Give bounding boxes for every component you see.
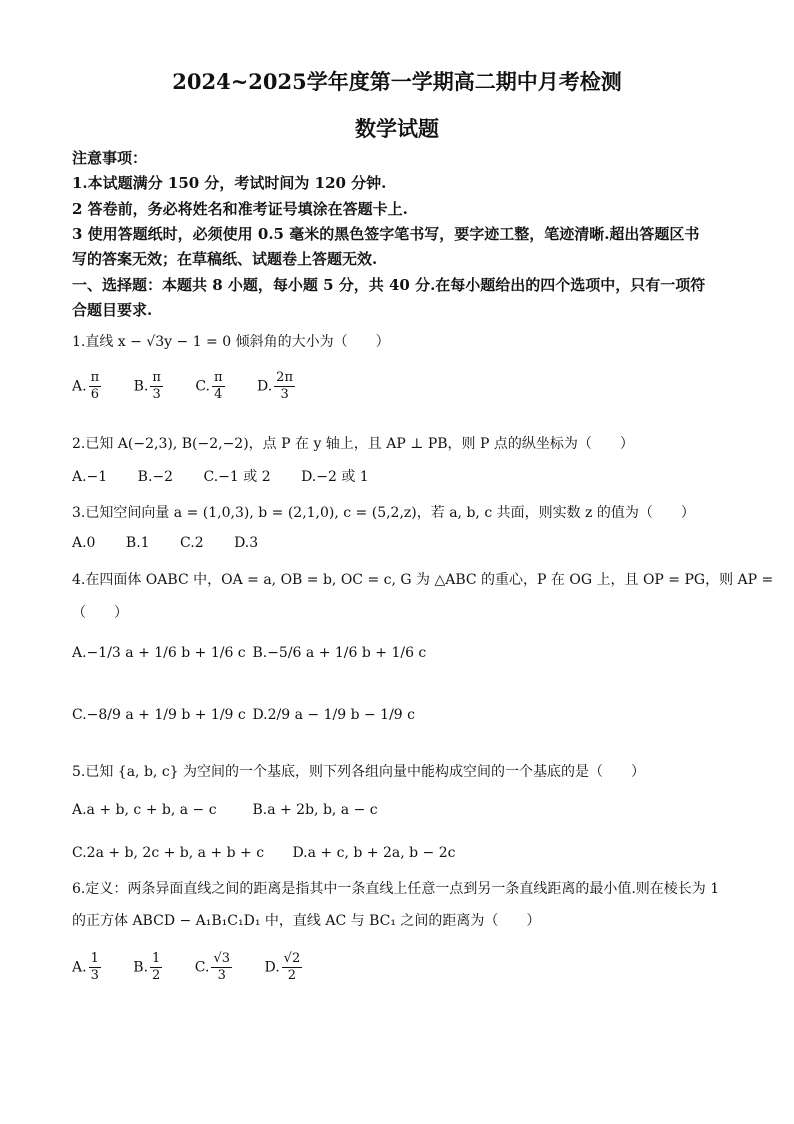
q6-option-d: D. $\frac{√2}{2}$ bbox=[264, 951, 301, 983]
question-5-options-ab bbox=[72, 802, 404, 818]
q4-option-c: C.−8/9 a + 1/9 b + 1/9 c bbox=[72, 707, 246, 723]
note-2: 2 答卷前，务必将姓名和准考证号填涂在答题卡上. bbox=[72, 200, 408, 218]
question-1-options bbox=[72, 370, 323, 403]
question-4-paren: （ ） bbox=[72, 605, 128, 621]
q2-option-a: A.−1 bbox=[72, 469, 108, 485]
question-5-stem: 5.已知 {a, b, c} 为空间的一个基底，则下列各组向量中能构成空间的一个基底的是（ ） bbox=[72, 764, 646, 780]
question-4-options-cd bbox=[72, 707, 441, 723]
q2-option-d: D.−2 或 1 bbox=[301, 469, 369, 485]
q6-option-a: A. $\frac{1}{3}$ bbox=[72, 951, 99, 983]
q6-option-b: B. $\frac{1}{2}$ bbox=[133, 951, 161, 983]
q4-option-a: A.−1/3 a + 1/6 b + 1/6 c bbox=[72, 645, 246, 661]
q5-option-a: A.a + b, c + b, a − c bbox=[72, 802, 217, 818]
question-4-stem: 4.在四面体 OABC 中，OA = a, OB = b, OC = c, G 为 △ABC 的重心，P 在 OG 上，且 OP = PG，则 AP = bbox=[72, 572, 774, 588]
q2-option-b: B.−2 bbox=[137, 469, 174, 485]
section-heading-1: 一、选择题：本题共 8 小题，每小题 5 分，共 40 分.在每小题给出的四个选项中，只有一项符 bbox=[72, 276, 706, 294]
q3-option-b: B.1 bbox=[125, 535, 150, 551]
q1-option-d: D. $\frac{2\pi}{3}$ bbox=[256, 370, 293, 402]
section-heading-2: 合题目要求. bbox=[72, 301, 153, 319]
note-3b: 写的答案无效；在草稿纸、试题卷上答题无效. bbox=[72, 250, 378, 268]
note-1: 1.本试题满分 150 分，考试时间为 120 分钟. bbox=[72, 174, 387, 192]
exam-subtitle: 数学试题 bbox=[355, 116, 439, 141]
q2-option-c: C.−1 或 2 bbox=[203, 469, 271, 485]
question-2-options bbox=[72, 466, 395, 486]
notes-heading: 注意事项： bbox=[72, 149, 148, 167]
q1-option-c: C. $\frac{\pi}{4}$ bbox=[195, 370, 223, 402]
q4-option-b: B.−5/6 a + 1/6 b + 1/6 c bbox=[252, 645, 427, 661]
question-3-options bbox=[72, 535, 284, 551]
q4-option-d: D.2/9 a − 1/9 b − 1/9 c bbox=[252, 707, 415, 723]
q1-option-b: B. $\frac{\pi}{3}$ bbox=[133, 370, 161, 402]
question-6-stem-1: 6.定义：两条异面直线之间的距离是指其中一条直线上任意一点到另一条直线距离的最小值.则在棱长为 1 bbox=[72, 881, 720, 897]
question-1-stem: 1.直线 x − √3y − 1 = 0 倾斜角的大小为（ ） bbox=[72, 334, 390, 350]
q3-option-a: A.0 bbox=[72, 535, 96, 551]
question-3-stem: 3.已知空间向量 a = (1,0,3), b = (2,1,0), c = (5,2,z)，若 a, b, c 共面，则实数 z 的值为（ ） bbox=[72, 505, 695, 521]
q3-option-d: D.3 bbox=[234, 535, 259, 551]
question-6-stem-2: 的正方体 ABCD − A₁B₁C₁D₁ 中，直线 AC 与 BC₁ 之间的距离为（ ） bbox=[72, 913, 541, 929]
note-3a: 3 使用答题纸时，必须使用 0.5 毫米的黑色签字笔书写，要字迹工整，笔迹清晰.超出答题区书 bbox=[72, 225, 700, 243]
question-6-options bbox=[72, 951, 330, 984]
q3-option-c: C.2 bbox=[180, 535, 204, 551]
question-5-options-cd bbox=[72, 845, 481, 861]
q5-option-b: B.a + 2b, b, a − c bbox=[252, 802, 378, 818]
question-4-options-ab bbox=[72, 645, 452, 661]
q6-option-c: C. $\frac{√3}{3}$ bbox=[194, 951, 231, 983]
question-2-stem: 2.已知 A(−2,3), B(−2,−2)，点 P 在 y 轴上，且 AP ⊥ PB，则 P 点的纵坐标为（ ） bbox=[72, 436, 634, 452]
q1-option-a: A. $\frac{\pi}{6}$ bbox=[72, 370, 100, 402]
q5-option-c: C.2a + b, 2c + b, a + b + c bbox=[72, 845, 265, 861]
q5-option-d: D.a + c, b + 2a, b − 2c bbox=[292, 845, 456, 861]
exam-title: 2024~2025学年度第一学期高二期中月考检测 bbox=[172, 69, 622, 94]
